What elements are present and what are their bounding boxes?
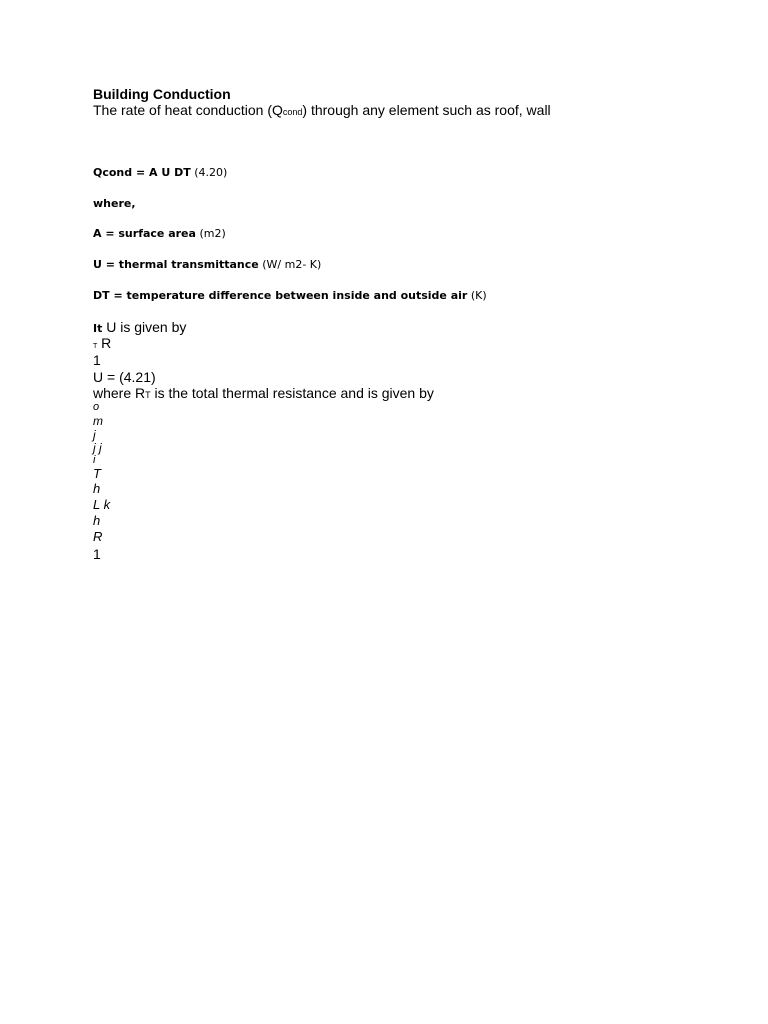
definition-a xyxy=(93,228,226,239)
definition-u-term: U = thermal transmittance xyxy=(93,258,259,271)
equation-main: Qcond = A U DT xyxy=(93,166,191,179)
fragment-jj: j j xyxy=(93,441,102,455)
where-rt-paragraph xyxy=(93,386,434,400)
where-rt-subscript: T xyxy=(145,390,151,400)
where-rt-after: is the total thermal resistance and is given by xyxy=(150,385,434,401)
equation-4-21: U = (4.21) xyxy=(93,369,156,385)
u-given-by xyxy=(93,320,186,334)
fragment-m: m xyxy=(93,414,103,428)
definition-u-unit: (W/ m2- K) xyxy=(258,258,322,271)
tr-subscript: T xyxy=(93,343,98,350)
fragment-h: h xyxy=(93,481,101,496)
definition-dt-unit: (K) xyxy=(467,289,487,302)
definition-u xyxy=(93,259,321,270)
equation-number: (4.20) xyxy=(190,166,228,179)
fragment-r: R xyxy=(93,529,103,544)
fragment-h2: h xyxy=(93,513,101,528)
definition-a-unit: (m2) xyxy=(195,227,226,240)
definition-a-term: A = surface area xyxy=(93,227,196,240)
fragment-o: o xyxy=(93,401,100,413)
u-lead-rest: U is given by xyxy=(102,319,187,335)
u-lead-it: It xyxy=(93,322,103,335)
definition-dt xyxy=(93,290,487,301)
intro-paragraph xyxy=(93,103,551,117)
tr-fragment xyxy=(93,336,111,350)
definition-dt-term: DT = temperature difference between inside and outside air xyxy=(93,289,468,302)
fragment-i: i xyxy=(93,454,96,466)
intro-text-after: ) through any element such as roof, wall xyxy=(302,102,551,118)
where-label: where, xyxy=(93,197,136,210)
tr-main: R xyxy=(97,335,112,351)
where-rt-before: where R xyxy=(93,385,146,401)
final-one: 1 xyxy=(93,546,101,562)
numerator-one: 1 xyxy=(93,352,101,368)
intro-text-before: The rate of heat conduction (Q xyxy=(93,102,283,118)
fragment-t: T xyxy=(93,466,101,481)
intro-subscript-cond: cond xyxy=(282,107,303,117)
fragment-lk: L k xyxy=(93,497,111,512)
fragment-j: j xyxy=(93,428,96,442)
document-title: Building Conduction xyxy=(93,86,231,102)
equation-4-20 xyxy=(93,167,227,178)
